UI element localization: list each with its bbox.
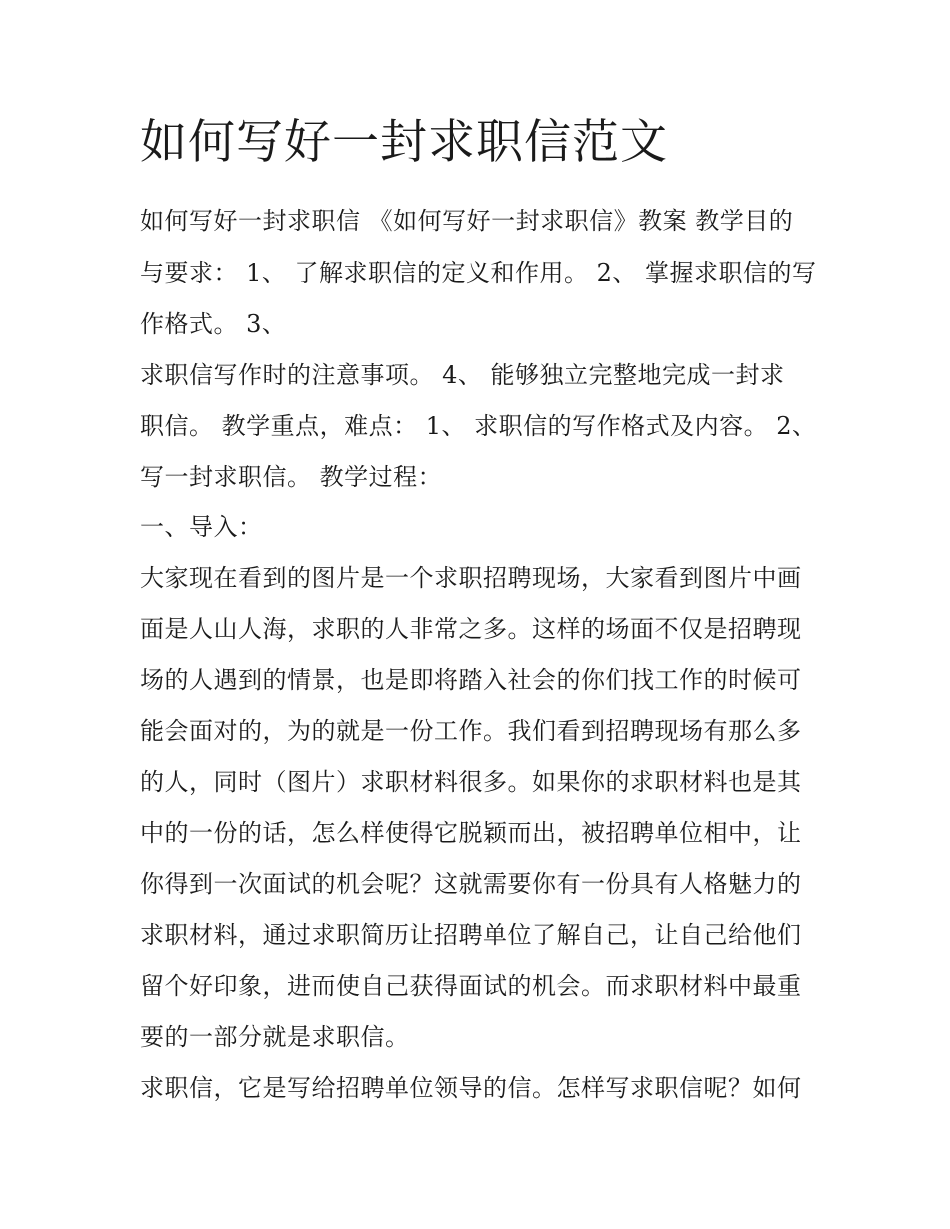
- text-line: 求职信，它是写给招聘单位领导的信。怎样写求职信呢？如何: [140, 1074, 802, 1102]
- text-line: 求职信写作时的注意事项。 4、 能够独立完整地完成一封求: [140, 361, 785, 389]
- text-line: 求职材料，通过求职简历让招聘单位了解自己，让自己给他们: [140, 921, 802, 949]
- text-line: 留个好印象，进而使自己获得面试的机会。而求职材料中最重: [140, 972, 802, 1000]
- text-line: 职信。 教学重点，难点： 1、 求职信的写作格式及内容。 2、: [140, 412, 817, 440]
- text-line: 写一封求职信。 教学过程：: [140, 463, 443, 491]
- text-line: 如何写好一封求职信 《如何写好一封求职信》教案 教学目的: [140, 207, 794, 235]
- text-line: 作格式。 3、: [140, 310, 287, 338]
- text-line: 面是人山人海，求职的人非常之多。这样的场面不仅是招聘现: [140, 615, 802, 643]
- text-line: 中的一份的话，怎么样使得它脱颖而出，被招聘单位相中，让: [140, 819, 802, 847]
- text-line: 要的一部分就是求职信。: [140, 1023, 410, 1051]
- text-line: 你得到一次面试的机会呢？这就需要你有一份具有人格魅力的: [140, 870, 802, 898]
- text-line: 大家现在看到的图片是一个求职招聘现场，大家看到图片中画: [140, 564, 802, 592]
- text-line: 与要求： 1、 了解求职信的定义和作用。 2、 掌握求职信的写: [140, 259, 817, 287]
- text-line: 的人，同时（图片）求职材料很多。如果你的求职材料也是其: [140, 768, 802, 796]
- document-title: 如何写好一封求职信范文: [140, 115, 668, 170]
- text-line: 能会面对的，为的就是一份工作。我们看到招聘现场有那么多: [140, 717, 802, 745]
- text-line: 场的人遇到的情景，也是即将踏入社会的你们找工作的时候可: [140, 666, 802, 694]
- text-line: 一、导入：: [140, 513, 263, 541]
